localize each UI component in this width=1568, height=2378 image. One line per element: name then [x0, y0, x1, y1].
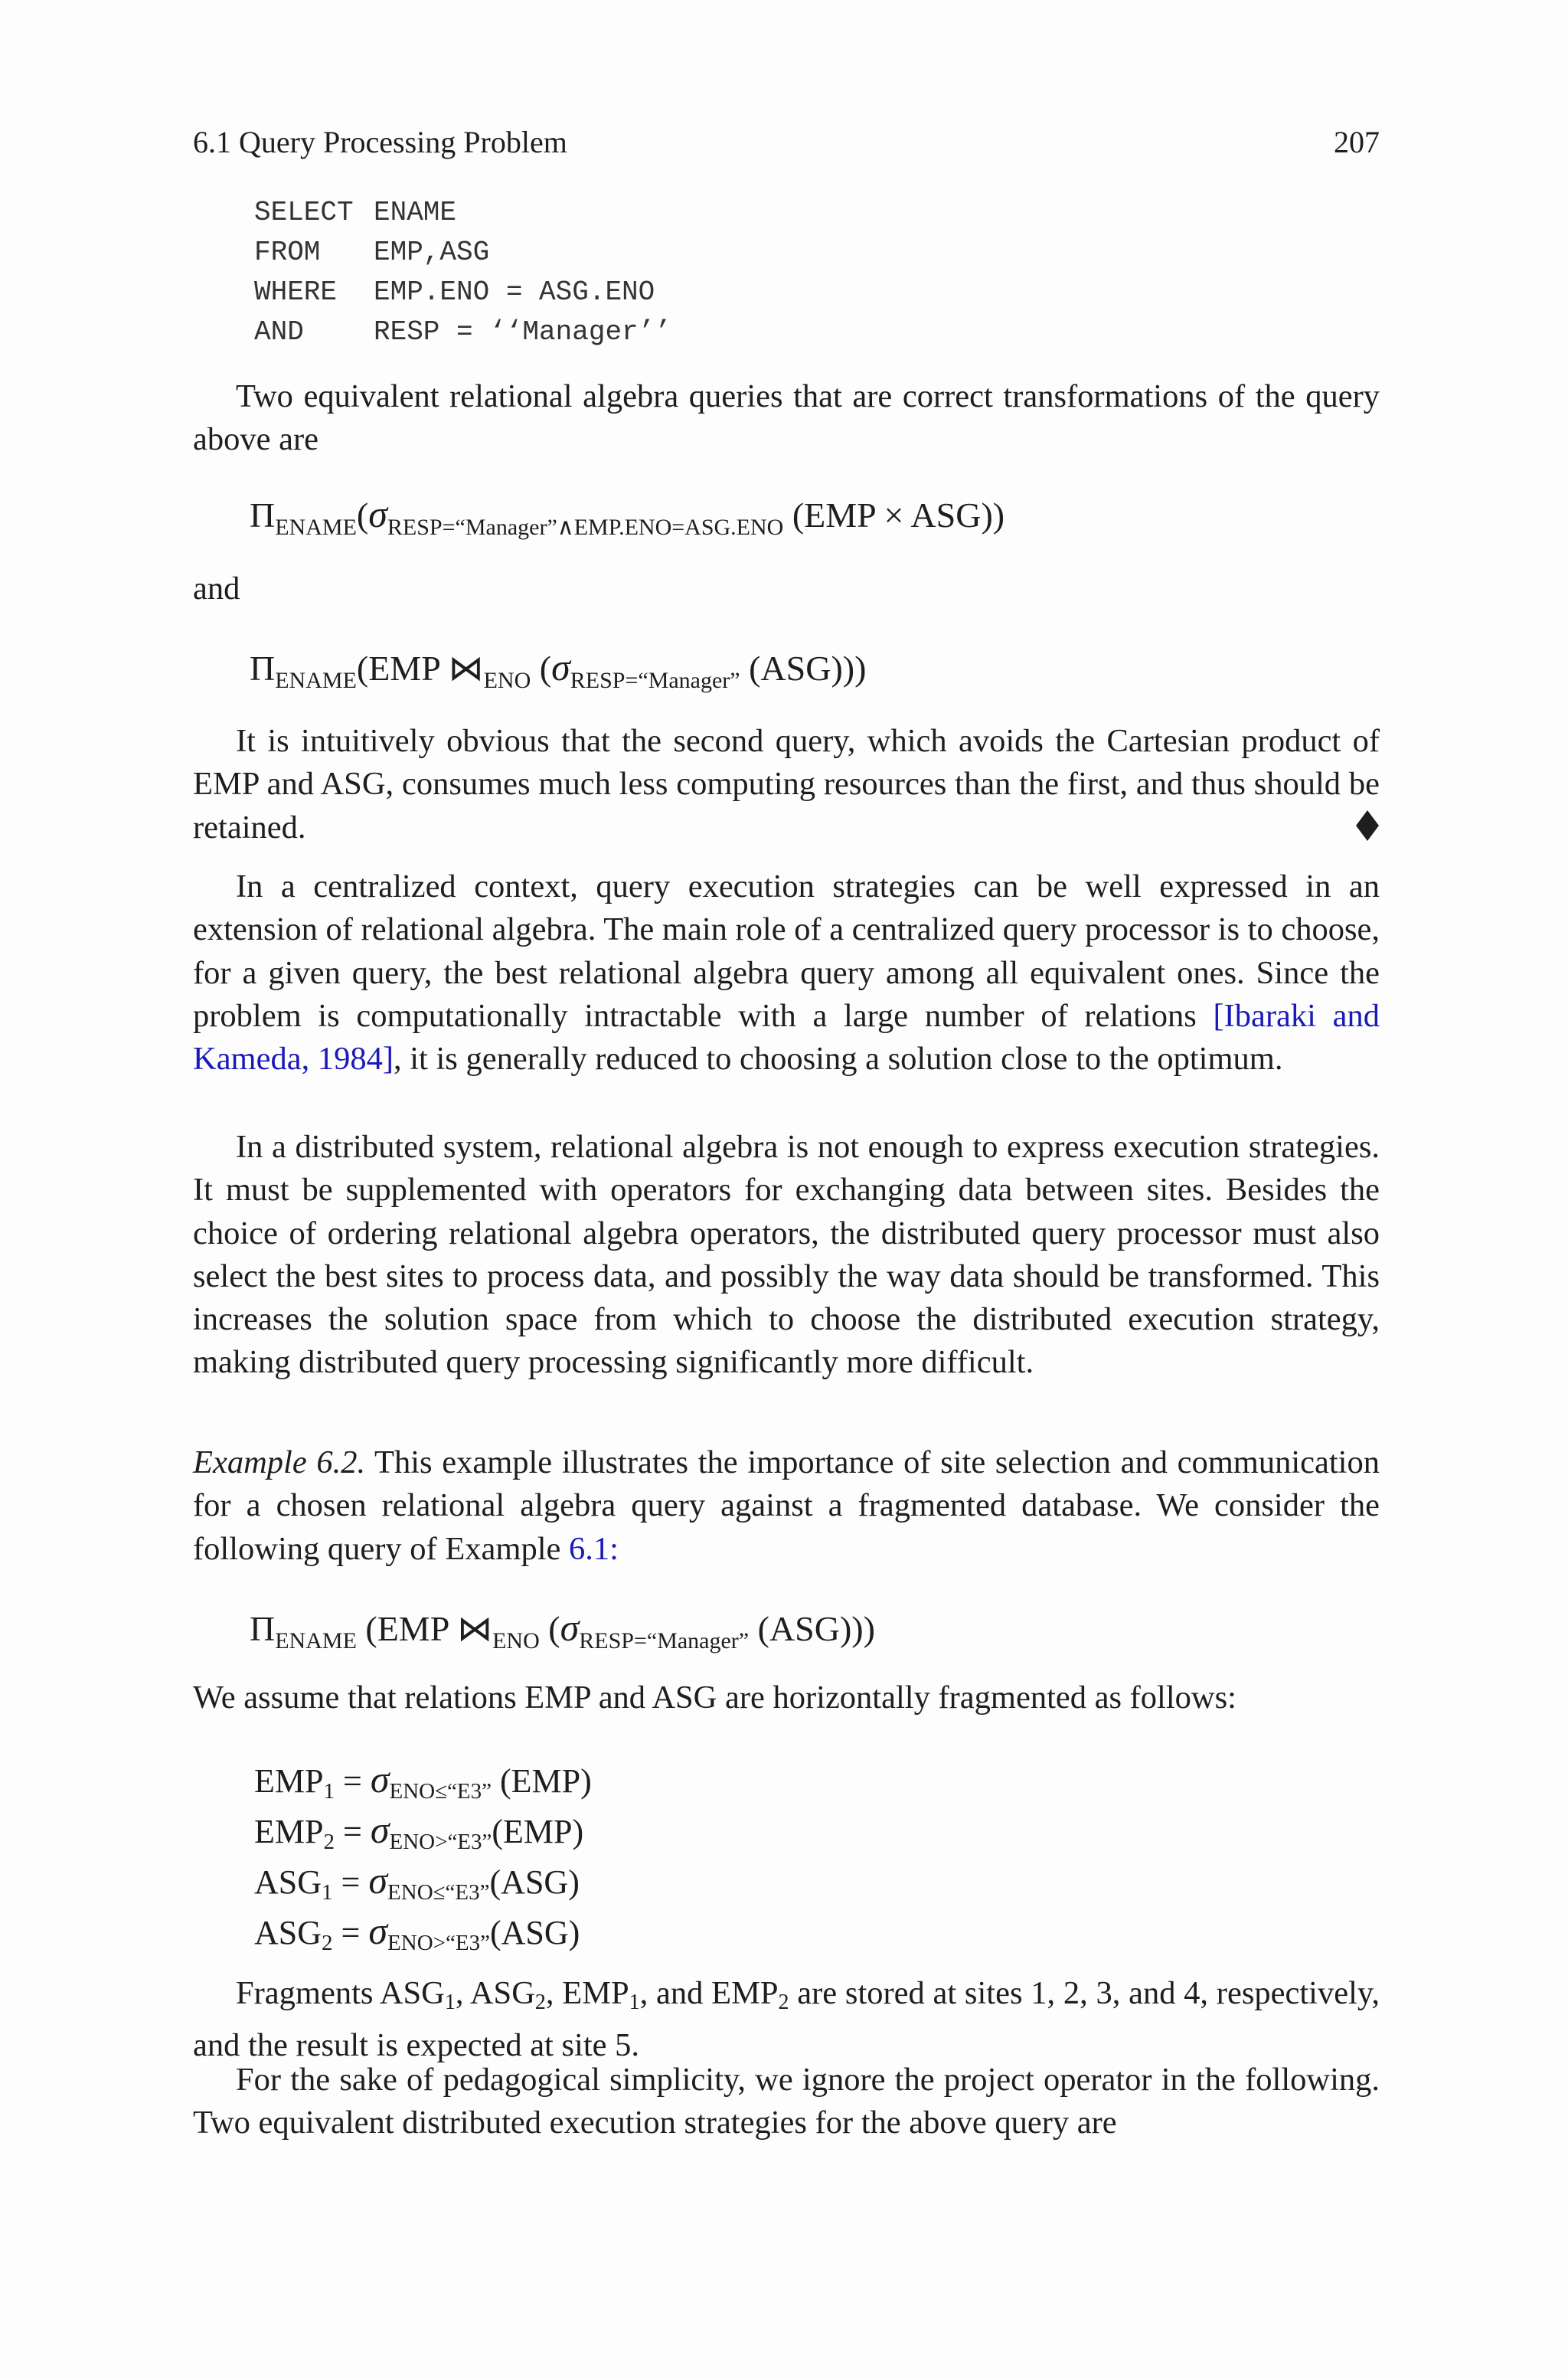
paragraph-centralized — [193, 865, 1380, 1081]
selection-predicate: RESP=“Manager”∧EMP.ENO=ASG.ENO — [387, 515, 784, 540]
paragraph-comparison: It is intuitively obvious that the second query, which avoids the Cartesian product of EMP and ASG, consumes much less computing resources than the first, and thus should be retained. — [193, 723, 1380, 846]
formula-query: $\Pi_{ENAME}$ (EMP $⋈_{ENO}$ ($\sigma_{RESP=“Manager”}$ (ASG))) — [250, 1606, 875, 1653]
projection-attr: ENAME — [275, 515, 357, 540]
example-reference-link[interactable]: 6.1: — [569, 1530, 619, 1567]
sql-keyword: FROM — [254, 237, 321, 268]
selection-predicate: RESP=“Manager” — [579, 1628, 750, 1653]
join-attr: ENO — [492, 1628, 540, 1653]
fragment-definition: $ASG_1 = \sigma_{ENO\le“E3”}(ASG)$ — [254, 1859, 580, 1905]
join-attr: ENO — [483, 668, 531, 693]
fragment-definition: $ASG_2 = \sigma_{ENO>“E3”}(ASG)$ — [254, 1909, 580, 1955]
paragraph-text: This example illustrates the importance of site selection and communication for a chosen relational algebra query against a fragmented database. We consider the following query of Example — [193, 1444, 1380, 1567]
formula-operand: (EMP ⋈ — [356, 649, 484, 688]
projection-attr: ENAME — [275, 668, 357, 693]
connector-and: and — [193, 571, 240, 607]
paragraph-intro: Two equivalent relational algebra queries that are correct transformations of the query above are — [193, 378, 1380, 458]
running-header — [193, 124, 1380, 165]
sql-keyword: AND — [254, 316, 304, 348]
fragment-definition: $EMP_1 = \sigma_{ENO\le“E3”}$ (EMP) — [254, 1758, 592, 1804]
formula-operand: (EMP ⋈ — [356, 1609, 493, 1648]
sql-argument: RESP = ‘‘Manager’’ — [374, 316, 671, 348]
page-number: 207 — [1334, 125, 1380, 159]
formula-operand: (ASG))) — [749, 1609, 875, 1648]
sigma-symbol: σ — [368, 492, 387, 535]
sql-keyword: SELECT — [254, 197, 354, 228]
citation-link[interactable]: [Ibaraki and Kameda, 1984] — [193, 997, 1380, 1078]
paragraph-text: , it is generally reduced to choosing a solution close to the optimum. — [394, 1041, 1283, 1078]
fragment-definition: $EMP_2 = \sigma_{ENO>“E3”}(EMP)$ — [254, 1808, 584, 1854]
formula-join: $\Pi_{ENAME}(EMP$ $⋈_{ENO}$ ($\sigma_{RESP=“Manager”}$ (ASG))) — [250, 646, 867, 693]
paragraph-sites: Fragments $ASG_1$, $ASG_2$, $EMP_1$, and $EMP_2$ are stored at sites 1, 2, 3, and 4, respectively, and the result is expected at site 5. — [193, 1975, 1380, 2064]
formula-operand: (EMP × ASG)) — [783, 496, 1005, 535]
end-of-example-diamond-icon — [1355, 810, 1380, 841]
example-paragraph — [193, 1441, 1380, 1571]
pi-symbol: Π — [250, 649, 276, 688]
sql-argument: EMP,ASG — [374, 237, 490, 268]
sql-keyword: WHERE — [254, 276, 338, 308]
paragraph-strategies: For the sake of pedagogical simplicity, we ignore the project operator in the following. Two equivalent distributed execution strategies for the above query are — [193, 2062, 1380, 2141]
example-label: Example 6.2. — [193, 1444, 366, 1480]
sql-argument: EMP.ENO = ASG.ENO — [374, 276, 655, 308]
fragment-definitions — [254, 1754, 592, 1956]
pi-symbol: Π — [250, 1609, 276, 1648]
paragraph-text: In a centralized context, query execution strategies can be well expressed in an extension of relational algebra. The main role of a centralized query processor is to choose, for a given query, the best relational algebra query among all equivalent ones. Since the problem is computationally intractable with a large number of relations — [193, 868, 1380, 1034]
paragraph-distributed: In a distributed system, relational algebra is not enough to express execution strategies. It must be supplemented with operators for exchanging data between sites. Besides the choice of ordering relational algebra operators, the distributed query processor must also select the best sites to process data, and possibly the way data should be transformed. This increases the solution space from which to choose the distributed execution strategy, making distributed query processing significantly more difficult. — [193, 1129, 1380, 1381]
sql-argument: ENAME — [374, 197, 457, 228]
sql-query — [254, 193, 671, 352]
formula-operand: (ASG))) — [740, 649, 867, 688]
formula-cartesian: $\Pi_{ENAME}(\sigma_{RESP=“Manager”\wedge EMP.ENO=ASG.ENO}$ (EMP × ASG)) — [250, 492, 1005, 540]
sigma-symbol: σ — [551, 646, 570, 689]
sigma-symbol: σ — [560, 1606, 580, 1649]
projection-attr: ENAME — [275, 1628, 357, 1653]
selection-predicate: RESP=“Manager” — [570, 668, 740, 693]
section-title: 6.1 Query Processing Problem — [193, 125, 567, 159]
pi-symbol: Π — [250, 496, 276, 535]
paragraph-fragmentation: We assume that relations EMP and ASG are horizontally fragmented as follows: — [193, 1680, 1236, 1716]
